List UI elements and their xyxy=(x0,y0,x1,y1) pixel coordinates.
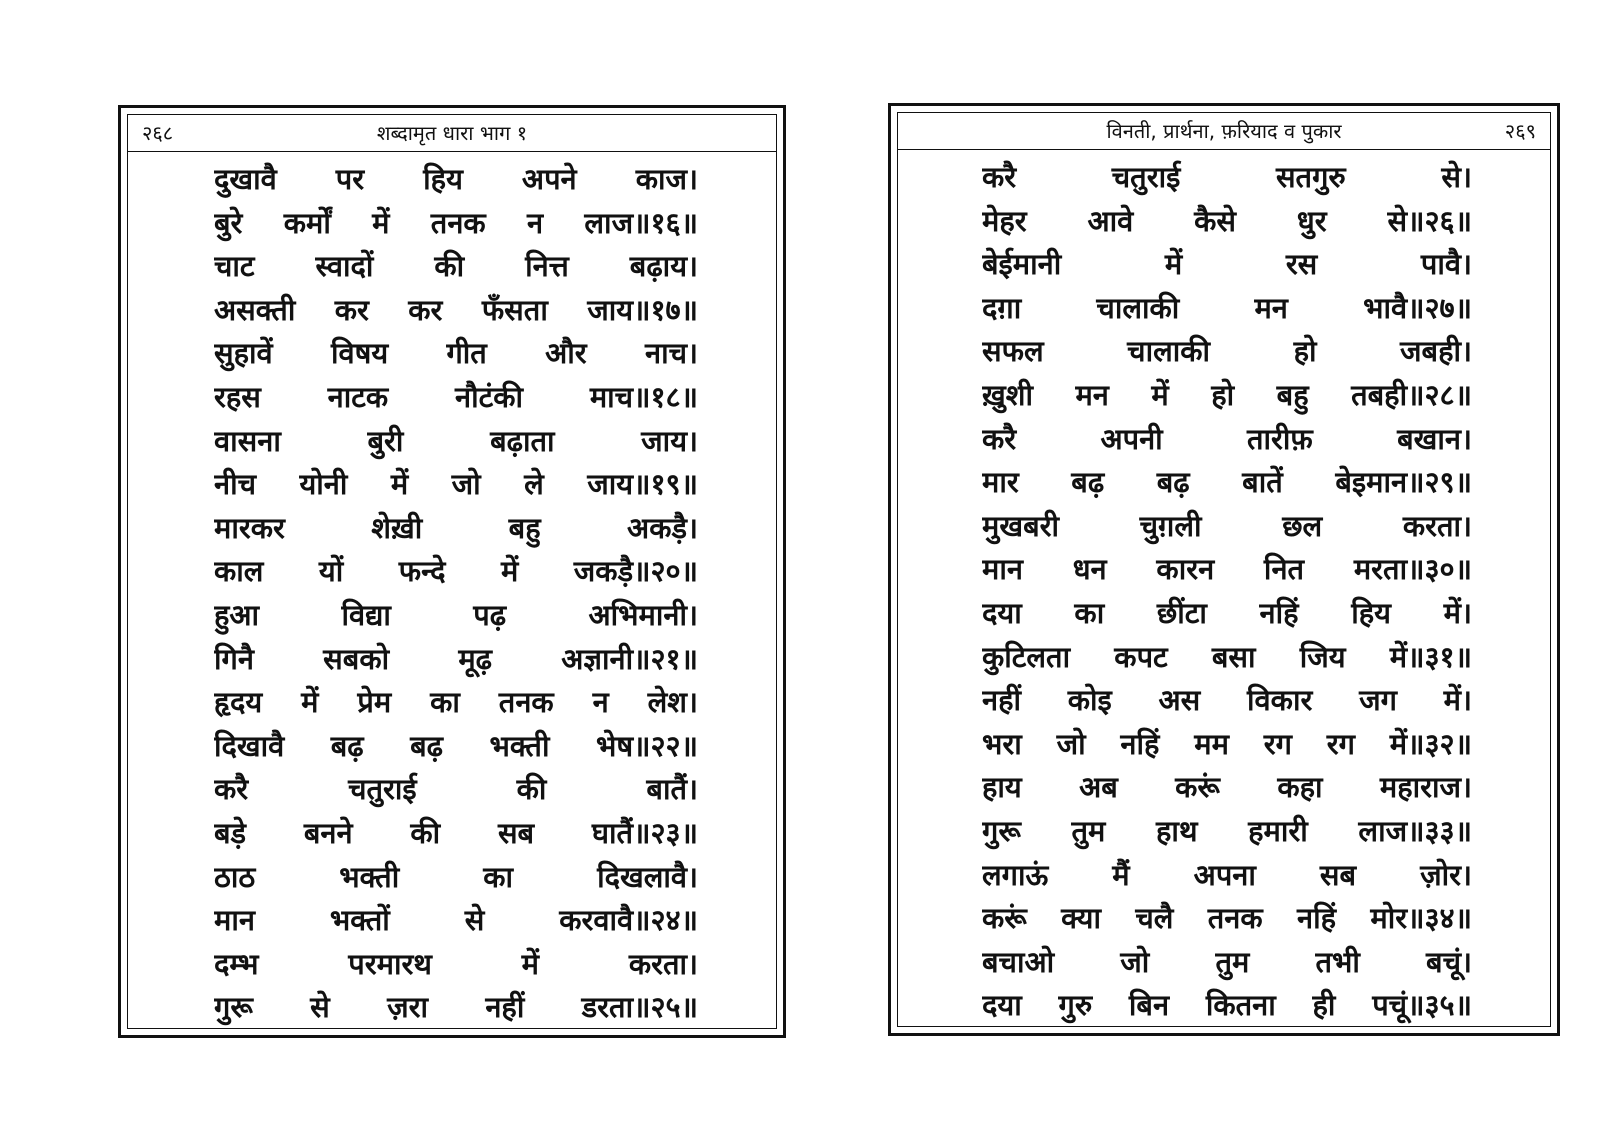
verse-line: गुरू से ज़रा नहीं डरता॥२५॥ xyxy=(214,990,698,1025)
verse-line: बचाओ जो तुम तभी बचूं। xyxy=(982,944,1472,979)
verse-line: असक्ती कर कर फँसता जाय॥१७॥ xyxy=(214,292,698,327)
verse-line: गिनै सबको मूढ़ अज्ञानी॥२१॥ xyxy=(214,641,698,676)
right-verse-list xyxy=(982,156,1472,1028)
verse-line: मेहर आवे कैसे धुर से॥२६॥ xyxy=(982,203,1472,238)
verse-line: करै चतुराई सतगुरु से। xyxy=(982,160,1472,194)
verse-line: मारकर शेख़ी बहु अकड़ै। xyxy=(214,510,698,545)
verse-line: मान धन कारन नित मरता॥३०॥ xyxy=(982,552,1472,587)
verse-line: वासना बुरी बढ़ाता जाय। xyxy=(214,423,698,458)
verse-line: बुरे कर्मों में तनक न लाज॥१६॥ xyxy=(214,205,698,240)
verse-line: दया का छींटा नहिं हिय में। xyxy=(982,595,1472,630)
right-page-title: विनती, प्रार्थना, फ़रियाद व पुकार xyxy=(1106,119,1342,143)
verse-line: सफल चालाकी हो जबही। xyxy=(982,334,1472,369)
verse-line: चाट स्वादों की नित्त बढ़ाय। xyxy=(214,249,698,284)
verse-line: हाय अब करूं कहा महाराज। xyxy=(982,770,1472,805)
verse-line: हृदय में प्रेम का तनक न लेश। xyxy=(214,685,698,720)
verse-line: दम्भ परमारथ में करता। xyxy=(214,946,698,981)
verse-line: कुटिलता कपट बसा जिय में॥३१॥ xyxy=(982,639,1472,674)
verse-line: हुआ विद्या पढ़ अभिमानी। xyxy=(214,597,698,632)
right-page-number: २६९ xyxy=(1504,119,1536,143)
verse-line: दया गुरु बिन कितना ही पचूं॥३५॥ xyxy=(982,988,1472,1023)
verse-line: करूं क्या चलै तनक नहिं मोर॥३४॥ xyxy=(982,901,1472,936)
verse-line: करै चतुराई की बातैं। xyxy=(214,772,698,807)
verse-line: काल यों फन्दे में जकड़ै॥२०॥ xyxy=(214,554,698,589)
verse-line: लगाऊं मैं अपना सब ज़ोर। xyxy=(982,857,1472,892)
verse-line: करै अपनी तारीफ़ बखान। xyxy=(982,421,1472,456)
right-page xyxy=(888,103,1560,1036)
verse-line: गुरू तुम हाथ हमारी लाज॥३३॥ xyxy=(982,813,1472,848)
verse-line: बड़े बनने की सब घातैं॥२३॥ xyxy=(214,815,698,850)
verse-line: भरा जो नहिं मम रग रग में॥३२॥ xyxy=(982,726,1472,761)
verse-line: नहीं कोइ अस विकार जग में। xyxy=(982,683,1472,718)
verse-line: दिखावै बढ़ बढ़ भक्ती भेष॥२२॥ xyxy=(214,728,698,763)
verse-line: दुखावै पर हिय अपने काज। xyxy=(214,162,698,196)
right-running-head xyxy=(898,113,1550,150)
left-verse-list xyxy=(214,158,698,1030)
verse-line: नीच योनी में जो ले जाय॥१९॥ xyxy=(214,467,698,502)
verse-line: मान भक्तों से करवावै॥२४॥ xyxy=(214,903,698,938)
verse-line: दग़ा चालाकी मन भावै॥२७॥ xyxy=(982,290,1472,325)
left-page-title: शब्दामृत धारा भाग १ xyxy=(376,121,528,145)
left-page-number: २६८ xyxy=(142,121,174,145)
verse-line: सुहावें विषय गीत और नाच। xyxy=(214,336,698,371)
verse-line: रहस नाटक नौटंकी माच॥१८॥ xyxy=(214,379,698,414)
verse-line: बेईमानी में रस पावै। xyxy=(982,247,1472,282)
left-page-frame xyxy=(127,114,777,1029)
verse-line: ठाठ भक्ती का दिखलावै। xyxy=(214,859,698,894)
left-page xyxy=(118,105,786,1038)
right-page-frame xyxy=(897,112,1551,1027)
verse-line: मार बढ़ बढ़ बातें बेइमान॥२९॥ xyxy=(982,465,1472,500)
verse-line: ख़ुशी मन में हो बहु तबही॥२८॥ xyxy=(982,377,1472,412)
left-running-head xyxy=(128,115,776,152)
verse-line: मुखबरी चुग़ली छल करता। xyxy=(982,508,1472,543)
